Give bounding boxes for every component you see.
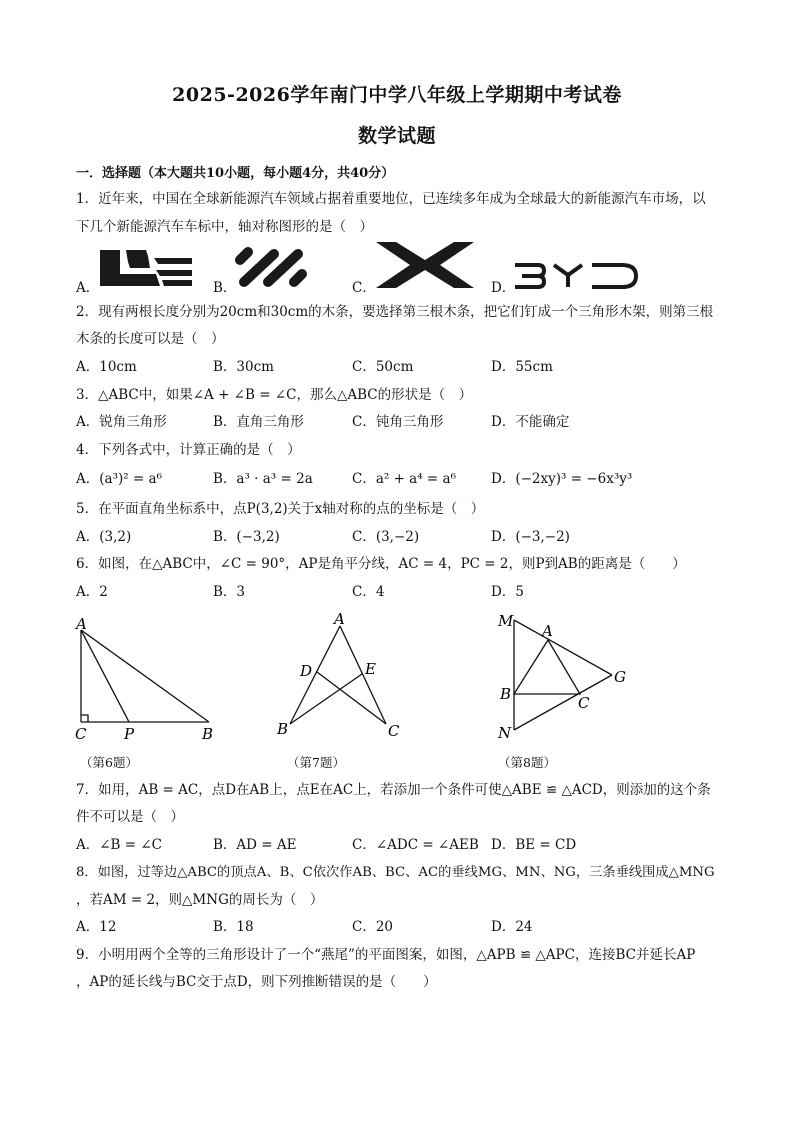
- figure-6-caption: （第6题）: [80, 755, 138, 770]
- q1-option-b-label: B．: [213, 280, 237, 296]
- q5-option-a: A．(3,2): [76, 529, 132, 545]
- q8-text-line1: 8．如图，过等边△ABC的顶点A、B、C依次作AB、BC、AC的垂线MG、MN、NG，三条垂线围成△MNG: [76, 865, 715, 880]
- logo-d-icon: [512, 262, 640, 290]
- figure-8-diagram: [494, 608, 644, 748]
- q4-text: 4．下列各式中，计算正确的是（ ）: [76, 442, 301, 458]
- fig8-label-a: A: [542, 622, 553, 640]
- q6-text: 6．如图，在△ABC中，∠C = 90°，AP是角平分线，AC = 4，PC = 2，则P到AB的距离是（ ）: [76, 556, 686, 572]
- exam-title: 2025-2026学年南门中学八年级上学期期中考试卷: [172, 84, 622, 106]
- figure-8-caption: （第8题）: [498, 755, 556, 770]
- q2-option-b: B．30cm: [213, 359, 274, 375]
- fig8-label-m: M: [498, 612, 514, 630]
- q3-option-c: C．钝角三角形: [352, 414, 444, 430]
- q6-option-c: C．4: [352, 584, 385, 600]
- q1-option-c-label: C．: [352, 280, 376, 296]
- q7-text-line2: 件不可以是（ ）: [76, 809, 184, 825]
- fig6-label-p: P: [124, 725, 135, 743]
- q8-option-b: B．18: [213, 919, 254, 935]
- figure-6-diagram: [70, 612, 220, 744]
- q5-option-d: D．(−3,−2): [491, 529, 570, 545]
- fig8-label-b: B: [500, 685, 512, 703]
- q8-text-line2: ，若AM = 2，则△MNG的周长为（ ）: [76, 892, 324, 908]
- q7-text-line1: 7．如用，AB = AC，点D在AB上，点E在AC上，若添加一个条件可使△ABE ≌ △ACD，则添加的这个条: [76, 782, 711, 798]
- q5-option-b: B．(−3,2): [213, 529, 280, 545]
- q7-option-b: B．AD = AE: [213, 837, 297, 853]
- figure-7-caption: （第7题）: [287, 755, 345, 770]
- figure-7-diagram: [272, 606, 412, 746]
- q9-text-line1: 9．小明用两个全等的三角形设计了一个“燕尾”的平面图案，如图，△APB ≌ △APC，连接BC并延长AP: [76, 947, 696, 963]
- q4-option-b: B．a³ · a³ = 2a: [213, 471, 313, 487]
- q1-text-line2: 下几个新能源汽车车标中，轴对称图形的是（ ）: [76, 219, 373, 235]
- fig7-label-a: A: [334, 610, 345, 628]
- q2-text-line2: 木条的长度可以是（ ）: [76, 331, 225, 347]
- q8-option-d: D．24: [491, 919, 533, 935]
- q4-option-d: D．(−2xy)³ = −6x³y³: [491, 471, 633, 487]
- fig7-label-b: B: [277, 720, 289, 738]
- q6-option-b: B．3: [213, 584, 246, 600]
- q7-option-a: A．∠B = ∠C: [76, 837, 163, 853]
- q3-text: 3．△ABC中，如果∠A + ∠B = ∠C，那么△ABC的形状是（ ）: [76, 387, 473, 403]
- q7-option-d: D．BE = CD: [491, 837, 577, 853]
- q4-option-c: C．a² + a⁴ = a⁶: [352, 471, 456, 487]
- fig8-label-c: C: [578, 694, 590, 712]
- fig7-label-d: D: [300, 662, 313, 680]
- q3-option-b: B．直角三角形: [213, 414, 304, 430]
- q2-text-line1: 2．现有两根长度分别为20cm和30cm的木条，要选择第三根木条，把它们钉成一个三角形木架，则第三根: [76, 304, 714, 320]
- q5-text: 5．在平面直角坐标系中，点P(3,2)关于x轴对称的点的坐标是（ ）: [76, 501, 485, 517]
- q8-option-c: C．20: [352, 919, 394, 935]
- q2-option-c: C．50cm: [352, 359, 414, 375]
- fig6-label-b: B: [202, 725, 214, 743]
- fig7-label-c: C: [388, 722, 400, 740]
- q3-option-a: A．锐角三角形: [76, 414, 167, 430]
- q3-option-d: D．不能确定: [491, 414, 570, 430]
- q9-text-line2: ，AP的延长线与BC交于点D，则下列推断错误的是（ ）: [76, 974, 437, 990]
- fig8-label-g: G: [614, 668, 626, 686]
- fig8-label-n: N: [498, 724, 512, 742]
- q2-option-d: D．55cm: [491, 359, 553, 375]
- logo-b-icon: [234, 246, 310, 290]
- section-heading: 一．选择题（本大题共10小题，每小题4分，共40分）: [76, 166, 395, 181]
- fig7-label-e: E: [365, 660, 376, 678]
- q4-option-a: A．(a³)² = a⁶: [76, 471, 163, 487]
- logo-c-icon: [374, 240, 476, 290]
- fig6-label-c: C: [75, 725, 87, 743]
- q1-option-d-label: D．: [491, 280, 516, 296]
- q5-option-c: C．(3,−2): [352, 529, 420, 545]
- exam-subtitle: 数学试题: [357, 125, 436, 147]
- q7-option-c: C．∠ADC = ∠AEB: [352, 837, 479, 853]
- svg-text:BYD: BYD: [512, 262, 515, 263]
- logo-a-icon: [98, 246, 194, 290]
- q2-option-a: A．10cm: [76, 359, 137, 375]
- q1-option-a-label: A．: [76, 280, 100, 296]
- q6-option-d: D．5: [491, 584, 524, 600]
- q1-text-line1: 1．近年来，中国在全球新能源汽车领域占据着重要地位，已连续多年成为全球最大的新能源汽车市场，以: [76, 191, 706, 207]
- q6-option-a: A．2: [76, 584, 108, 600]
- fig6-label-a: A: [76, 615, 87, 633]
- q8-option-a: A．12: [76, 919, 117, 935]
